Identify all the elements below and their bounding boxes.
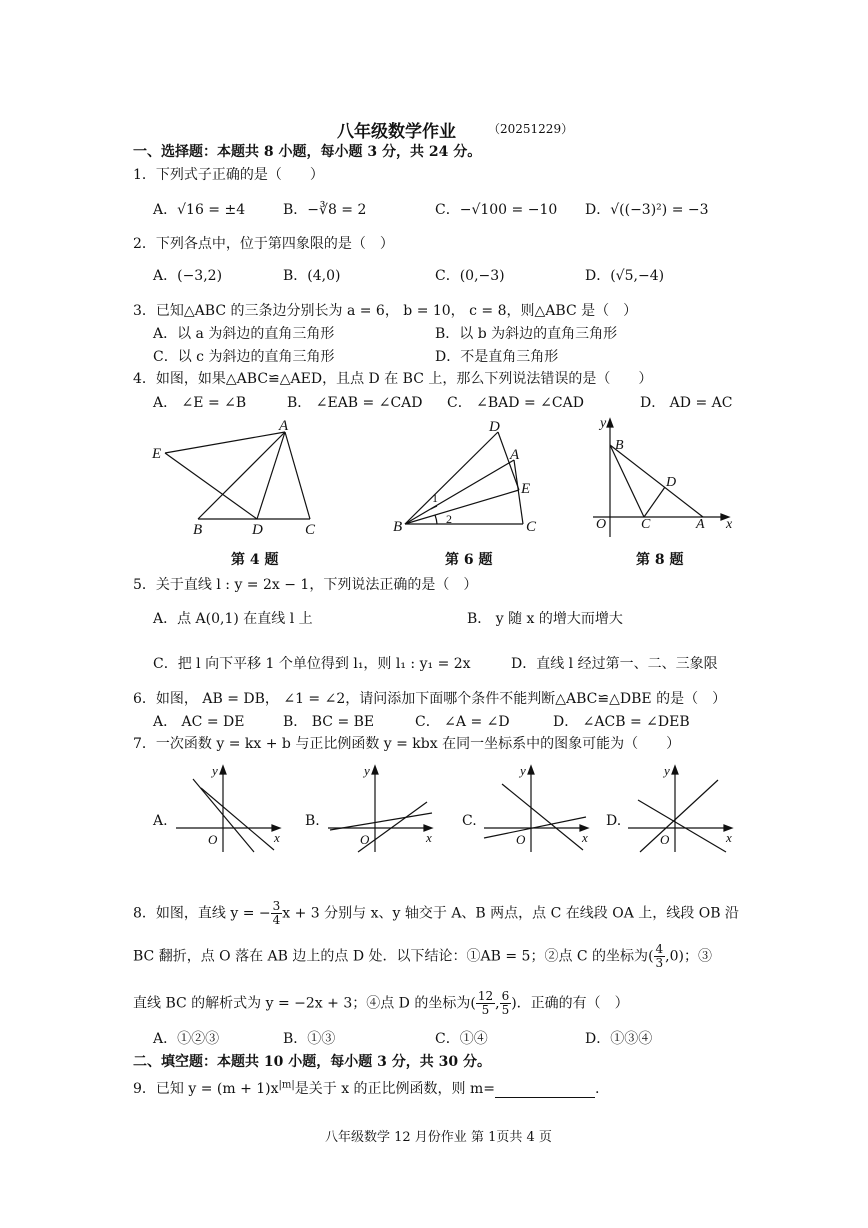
angle-2-arc [435, 515, 437, 524]
page-title: 八年级数学作业 [337, 122, 456, 142]
q9-stem-start: 9．已知 y = (m + 1)x [133, 1081, 279, 1097]
label-x: x [582, 830, 588, 845]
caption-q8: 第 8 题 [636, 552, 684, 568]
label-d: D [489, 419, 500, 435]
q7-graph-a [170, 760, 290, 855]
q7-option-b-label: B. [305, 813, 320, 829]
q3-option-a: A．以 a 为斜边的直角三角形 [153, 326, 335, 342]
caption-q4: 第 4 题 [231, 552, 279, 568]
graph-line-2 [640, 780, 718, 852]
q9-stem-end: . [595, 1081, 600, 1097]
label-angle-1: 1 [432, 491, 438, 505]
q5-stem: 5．关于直线 l : y = 2x − 1，下列说法正确的是（ ） [133, 577, 478, 593]
segment-bc [610, 445, 644, 517]
q3-option-b: B．以 b 为斜边的直角三角形 [435, 326, 618, 342]
q1-option-b: B．−∛8 = 2 [283, 202, 367, 218]
label-c: C [305, 522, 316, 538]
q8-option-a: A．①②③ [153, 1031, 220, 1047]
label-b: B [393, 519, 403, 535]
q6-stem: 6．如图， AB = DB， ∠1 = ∠2，请问添加下面哪个条件不能判断△ABC≌△DBE 的是（ ） [133, 691, 727, 707]
label-e: E [521, 481, 531, 497]
y-axis-arrow [672, 766, 678, 774]
label-c: C [641, 517, 651, 532]
label-a: A [696, 517, 705, 532]
q6-option-b: B． BC = BE [283, 714, 375, 730]
q8-line-2-end: ；③ [684, 948, 712, 965]
q8-option-c: C．①④ [435, 1031, 488, 1047]
q8-fraction-dx-numerator: 12 [477, 989, 494, 1003]
q6-option-a: A． AC = DE [153, 714, 245, 730]
label-b: B [615, 438, 624, 453]
label-x: x [726, 830, 732, 845]
q1-option-d: D．√((−3)²) = −3 [585, 202, 709, 218]
q5-option-c: C．把 l 向下平移 1 个单位得到 l₁，则 l₁ : y₁ = 2x [153, 656, 471, 672]
q5-option-d: D．直线 l 经过第一、二、三象限 [511, 656, 718, 672]
q3-option-d: D．不是直角三角形 [435, 349, 559, 365]
q4-stem: 4．如图，如果△ABC≌△AED，且点 D 在 BC 上，那么下列说法错误的是（ ） [133, 371, 653, 387]
label-o: O [596, 517, 607, 532]
q8-option-d: D．①③④ [585, 1031, 653, 1047]
q2-stem: 2．下列各点中，位于第四象限的是（ ） [133, 236, 394, 252]
q7-option-a-label: A. [153, 813, 168, 829]
q8-line-3-start: 直线 BC 的解析式为 y = −2x + 3；④点 D 的坐标为 [133, 995, 471, 1012]
label-a: A [510, 447, 520, 463]
q2-option-a: A．(−3,2) [153, 268, 223, 284]
q8-line-3: 直线 BC 的解析式为 y = −2x + 3；④点 D 的坐标为( $\frac{12}{5}$ , $\frac{6}{5}$ )．正确的有（ ） [133, 989, 629, 1017]
q8-fraction-c-x [654, 943, 666, 970]
q5-option-a: A．点 A(0,1) 在直线 l 上 [153, 611, 313, 627]
caption-q6: 第 6 题 [445, 552, 493, 568]
label-a: A [279, 418, 289, 434]
label-y: y [664, 763, 670, 778]
q8-fraction-dy-numerator: 6 [501, 989, 510, 1003]
graph-line-1 [502, 784, 583, 850]
q7-option-c-label: C. [462, 813, 477, 829]
q7-option-d-label: D. [606, 813, 622, 829]
q9-stem [133, 1078, 599, 1098]
q9-answer-blank[interactable] [495, 1083, 595, 1098]
q8-fraction-d-y [500, 990, 512, 1017]
label-x: x [726, 517, 733, 532]
q9-stem-tail: 是关于 x 的正比例函数，则 m= [294, 1081, 496, 1097]
segment-ab [610, 445, 703, 517]
page-date: （20251229） [488, 122, 574, 136]
y-axis-arrow [607, 419, 613, 427]
label-y: y [212, 763, 218, 778]
label-b: B [193, 522, 203, 538]
label-y: y [364, 763, 370, 778]
q5-option-b: B． y 随 x 的增大而增大 [467, 611, 623, 627]
q8-line-3-end: ．正确的有（ ） [516, 995, 629, 1012]
q8-fraction-c-numerator: 4 [655, 942, 664, 956]
q2-option-d: D．(√5,−4) [585, 268, 665, 284]
figure-q6 [385, 415, 555, 540]
q3-stem: 3．已知△ABC 的三条边分别长为 a = 6， b = 10， c = 8，则△ABC 是（ ） [133, 303, 638, 319]
graph-line-1 [638, 800, 726, 852]
q4-option-c: C． ∠BAD = ∠CAD [447, 395, 584, 411]
q8-fraction-slope [271, 900, 283, 927]
q7-graph-b [322, 760, 442, 855]
q3-option-c: C．以 c 为斜边的直角三角形 [153, 349, 335, 365]
y-axis-arrow [372, 766, 378, 774]
q7-stem: 7．一次函数 y = kx + b 与正比例函数 y = kbx 在同一坐标系中的图象可能为（ ） [133, 736, 681, 752]
label-o: O [660, 832, 670, 847]
label-o: O [360, 832, 370, 847]
q4-option-a: A． ∠E = ∠B [153, 395, 247, 411]
q2-option-c: C．(0,−3) [435, 268, 505, 284]
q8-fraction-dx-denominator: 5 [481, 1003, 490, 1017]
q4-option-b: B． ∠EAB = ∠CAD [287, 395, 423, 411]
q1-option-c: C．−√100 = −10 [435, 202, 558, 218]
label-o: O [208, 832, 218, 847]
label-x: x [426, 830, 432, 845]
label-d: D [252, 522, 263, 538]
q9-exponent: |m| [278, 1079, 295, 1091]
page-footer: 八年级数学 12 月份作业 第 1页共 4 页 [325, 1130, 552, 1145]
segment-ac [285, 432, 310, 519]
q7-graph-d [622, 760, 742, 855]
q8-fraction-d-x [476, 990, 495, 1017]
q1-option-a: A．√16 = ±4 [153, 202, 246, 218]
q6-option-d: D． ∠ACB = ∠DEB [553, 714, 690, 730]
q8-option-b: B．①③ [283, 1031, 336, 1047]
q8-line-2-start: BC 翻折，点 O 落在 AB 边上的点 D 处．以下结论：①AB = 5；②点 C 的坐标为 [133, 948, 649, 965]
q8-line-1 [133, 900, 739, 927]
figure-q8 [588, 415, 738, 540]
label-y: y [520, 763, 526, 778]
label-d: D [666, 475, 677, 490]
y-axis-arrow [220, 766, 226, 774]
q7-graph-c [478, 760, 598, 855]
q6-option-c: C． ∠A = ∠D [415, 714, 510, 730]
figure-q4 [145, 415, 335, 540]
segment-ad [257, 432, 285, 519]
q8-line-1-end: x + 3 分别与 x、y 轴交于 A、B 两点，点 C 在线段 OA 上，线段 OB 沿 [282, 905, 739, 922]
q8-fraction-c-denominator: 3 [655, 956, 664, 970]
q8-fraction-dy-denominator: 5 [501, 1003, 510, 1017]
q8-line-1-start: 8．如图，直线 y = − [133, 905, 271, 922]
q2-option-b: B．(4,0) [283, 268, 341, 284]
q1-stem: 1．下列式子正确的是（ ） [133, 167, 324, 183]
label-angle-2: 2 [446, 512, 452, 526]
label-y: y [600, 416, 607, 431]
q8-fraction-slope-numerator: 3 [272, 899, 281, 913]
label-x: x [274, 830, 280, 845]
y-axis-arrow [528, 766, 534, 774]
label-c: C [526, 519, 537, 535]
q8-c-coord-tail: ,0 [665, 948, 679, 965]
label-o: O [516, 832, 526, 847]
q8-line-2: BC 翻折，点 O 落在 AB 边上的点 D 处．以下结论：①AB = 5；②点 C 的坐标为( $\frac{4}{3}$ ,0)；③ [133, 942, 712, 970]
q8-fraction-slope-denominator: 4 [272, 913, 281, 927]
section-fill-heading: 二、填空题：本题共 10 小题，每小题 3 分，共 30 分。 [133, 1054, 491, 1070]
q4-option-d: D． AD = AC [640, 395, 733, 411]
segment-cd [644, 487, 665, 517]
section-choice-heading: 一、选择题：本题共 8 小题，每小题 3 分，共 24 分。 [133, 144, 482, 160]
segment-ed [165, 453, 257, 519]
label-e: E [152, 446, 162, 462]
